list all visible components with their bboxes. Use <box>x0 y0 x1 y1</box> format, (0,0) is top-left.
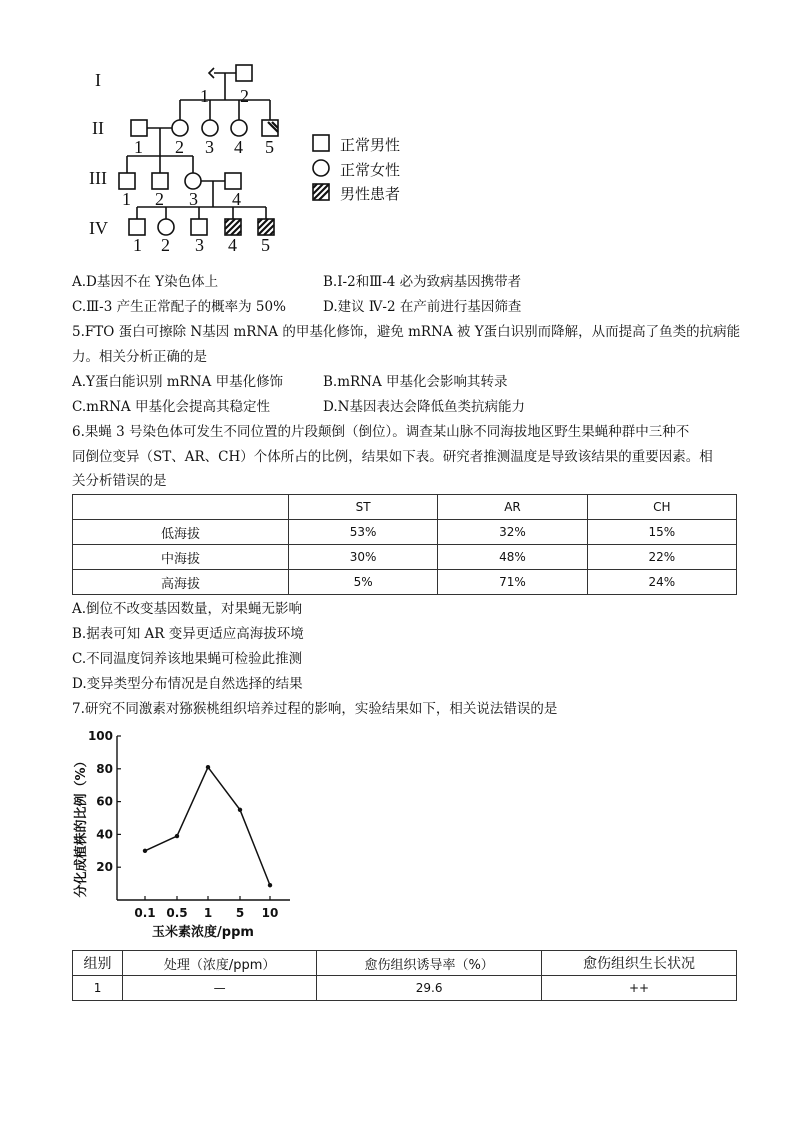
table-cell: 中海拔 <box>73 545 289 570</box>
q6-option-b: B.据表可知 AR 变异更适应高海拔环境 <box>72 626 304 642</box>
y-tick-label: 40 <box>96 827 113 842</box>
data-point <box>143 849 147 853</box>
table-cell: ++ <box>542 976 737 1001</box>
q5-stem: 5.FTO 蛋白可擦除 N基因 mRNA 的甲基化修饰，避免 mRNA 被 Y蛋白识别而降解，从而提高了鱼类的抗病能 <box>72 324 741 340</box>
y-tick-label: 100 <box>87 729 113 743</box>
y-tick-label: 60 <box>96 794 113 809</box>
y-tick-label: 80 <box>96 761 113 776</box>
table-cell: 71% <box>438 570 587 595</box>
gen4-num: 1 <box>133 235 142 255</box>
legend-normal-male: 正常男性 <box>340 136 401 154</box>
q6-stem: 6.果蝇 3 号染色体可发生不同位置的片段颠倒（倒位）。调查某山脉不同海拔地区野生果蝇种群中三种不 <box>72 424 690 440</box>
table-row <box>73 520 737 545</box>
table-cell: 低海拔 <box>73 520 289 545</box>
x-tick-label: 0.1 <box>134 906 156 920</box>
data-point <box>238 808 242 812</box>
q7-stem: 7.研究不同激素对猕猴桃组织培养过程的影响，实验结果如下，相关说法错误的是 <box>72 701 558 717</box>
q4-option-a: A.D基因不在 Y染色体上 <box>72 274 219 290</box>
gen3-num: 2 <box>155 189 164 209</box>
legend-affected-male: 男性患者 <box>340 185 401 203</box>
table-cell: 24% <box>587 570 736 595</box>
gen-label-ii: II <box>92 118 104 138</box>
table-cell: 5% <box>288 570 437 595</box>
q4-option-c: C.Ⅲ-3 产生正常配子的概率为 50% <box>72 299 286 315</box>
gen-label-iii: III <box>89 168 107 188</box>
table-header-cell: CH <box>587 495 736 520</box>
table-cell: 29.6 <box>317 976 542 1001</box>
gen4-num: 3 <box>195 235 204 255</box>
table-header-cell <box>73 495 289 520</box>
data-point <box>206 765 210 769</box>
q4-option-d: D.建议 Ⅳ-2 在产前进行基因筛查 <box>323 299 522 315</box>
table-cell: 高海拔 <box>73 570 289 595</box>
table-row <box>73 976 737 1001</box>
gen-label-iv: IV <box>89 218 108 238</box>
gen3-num: 1 <box>122 189 131 209</box>
gen1-num: 2 <box>240 86 249 106</box>
q5-option-a: A.Y蛋白能识别 mRNA 甲基化修饰 <box>72 374 284 390</box>
q6-option-a: A.倒位不改变基因数量，对果蝇无影响 <box>72 601 303 617</box>
gen1-num: 1 <box>200 86 209 106</box>
table-header-cell: 处理（浓度/ppm） <box>123 951 317 976</box>
table-cell: 30% <box>288 545 437 570</box>
table-header-cell: 组别 <box>73 951 123 976</box>
table-header-cell: 愈伤组织诱导率（%） <box>317 951 542 976</box>
callus-table <box>72 950 737 1001</box>
q5-option-d: D.N基因表达会降低鱼类抗病能力 <box>323 399 525 415</box>
table-header-row <box>73 951 737 976</box>
table-header-row <box>73 495 737 520</box>
data-point <box>268 883 272 887</box>
table-cell: 32% <box>438 520 587 545</box>
q6-option-c: C.不同温度饲养该地果蝇可检验此推测 <box>72 651 303 667</box>
x-axis-label: 玉米素浓度/ppm <box>152 925 254 940</box>
table-row <box>73 570 737 595</box>
gen3-num: 3 <box>189 189 198 209</box>
q4-option-b: B.Ⅰ-2和Ⅲ-4 必为致病基因携带者 <box>323 274 522 290</box>
gen4-num: 2 <box>161 235 170 255</box>
legend-normal-female: 正常女性 <box>340 161 401 179</box>
zeatin-line-chart <box>70 728 310 946</box>
y-tick-label: 20 <box>96 860 113 875</box>
gen2-num: 4 <box>234 137 243 157</box>
x-tick-label: 0.5 <box>166 906 188 920</box>
x-tick-label: 1 <box>203 906 213 920</box>
table-cell: 48% <box>438 545 587 570</box>
gen2-num: 1 <box>134 137 143 157</box>
table-header-cell: AR <box>438 495 587 520</box>
x-tick-label: 5 <box>235 906 245 920</box>
gen2-num: 3 <box>205 137 214 157</box>
table-header-cell: 愈伤组织生长状况 <box>542 951 737 976</box>
data-point <box>175 834 179 838</box>
q5-option-c: C.mRNA 甲基化会提高其稳定性 <box>72 399 270 415</box>
altitude-table <box>72 494 737 595</box>
table-header-cell: ST <box>288 495 437 520</box>
q6-stem: 同倒位变异（ST、AR、CH）个体所占的比例，结果如下表。研究者推测温度是导致该结果的重要因素。相 <box>72 449 713 465</box>
table-cell: — <box>123 976 317 1001</box>
gen2-num: 2 <box>175 137 184 157</box>
gen-label-i: I <box>95 70 101 90</box>
q6-stem: 关分析错误的是 <box>72 473 167 489</box>
q5-option-b: B.mRNA 甲基化会影响其转录 <box>323 374 508 390</box>
table-cell: 1 <box>73 976 123 1001</box>
series-line <box>145 767 270 885</box>
q5-stem: 力。相关分析正确的是 <box>72 349 207 365</box>
table-cell: 15% <box>587 520 736 545</box>
gen4-num: 5 <box>261 235 270 255</box>
x-tick-label: 10 <box>261 906 279 920</box>
gen4-num: 4 <box>228 235 237 255</box>
table-cell: 53% <box>288 520 437 545</box>
gen3-num: 4 <box>232 189 241 209</box>
table-cell: 22% <box>587 545 736 570</box>
table-row <box>73 545 737 570</box>
q6-option-d: D.变异类型分布情况是自然选择的结果 <box>72 676 303 692</box>
gen2-num: 5 <box>265 137 274 157</box>
y-axis-label: 分化成植株的比例（%） <box>74 754 89 898</box>
